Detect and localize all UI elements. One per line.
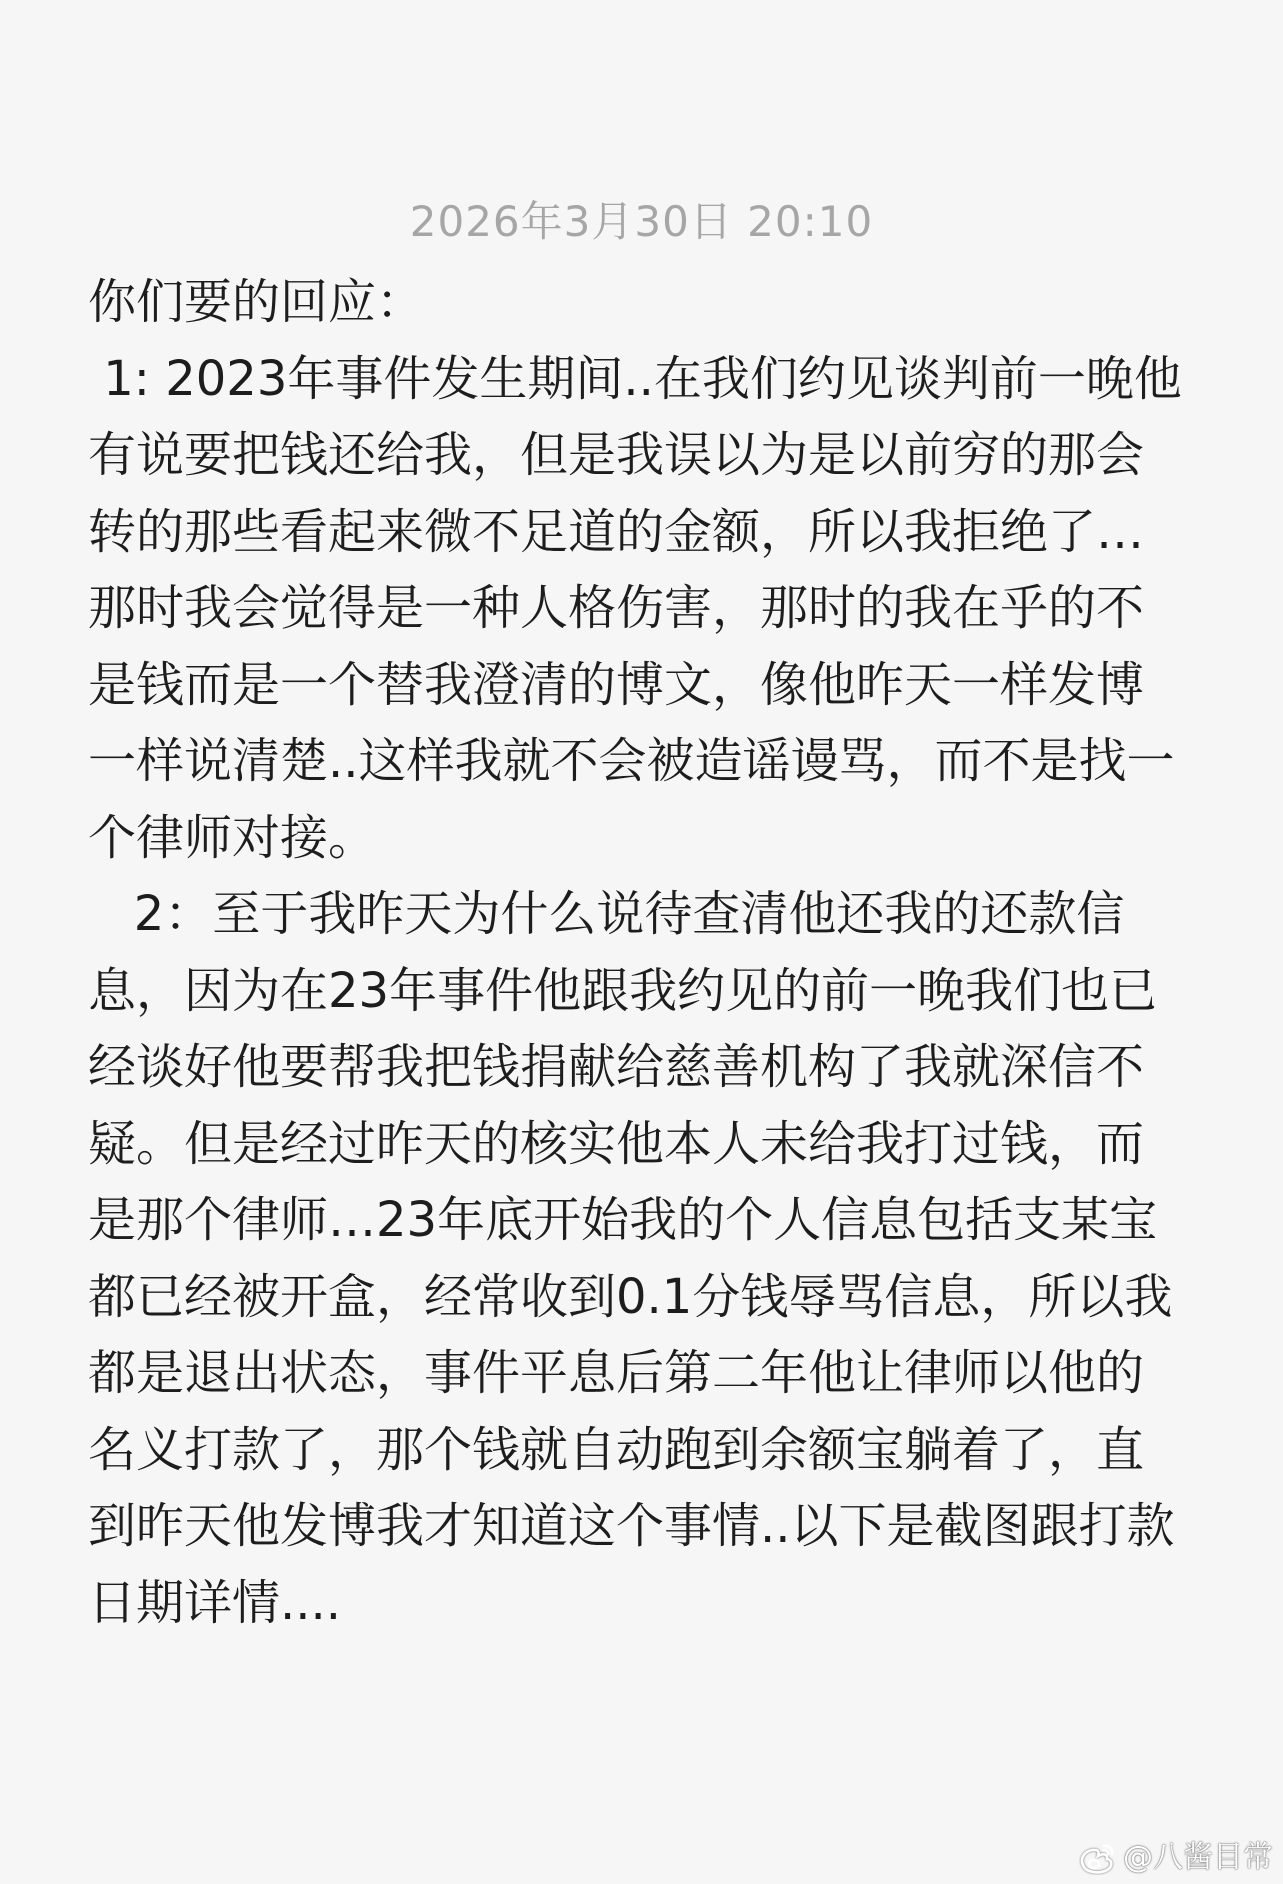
note-line: 那时我会觉得是一种人格伤害，那时的我在乎的不 [88,580,1145,636]
note-line: 息，因为在23年事件他跟我约见的前一晚我们也已 [88,962,1158,1019]
note-line: 2：至于我昨天为什么说待查清他还我的还款信 [88,886,1125,942]
note-timestamp: 2026年3月30日 20:10 [409,197,874,246]
note-line: 日期详情.... [88,1574,342,1631]
note-line: 是钱而是一个替我澄清的博文，像他昨天一样发博 [88,656,1145,713]
note-line: 转的那些看起来微不足道的金额，所以我拒绝了… [88,503,1145,560]
note-line: 1: 2023年事件发生期间..在我们约见谈判前一晚他 [88,350,1182,407]
note-line: 经谈好他要帮我把钱捐献给慈善机构了我就深信不 [88,1039,1145,1095]
watermark [1077,1836,1273,1880]
note-line: 到昨天他发博我才知道这个事情..以下是截图跟打款 [88,1498,1175,1554]
note-body[interactable] [88,264,1228,1641]
watermark-text: @八酱目常 [1123,1840,1273,1875]
note-line: 都是退出状态，事件平息后第二年他让律师以他的 [88,1345,1145,1401]
note-line: 有说要把钱还给我，但是我误以为是以前穷的那会 [88,427,1145,483]
weibo-icon [1077,1841,1117,1875]
note-line: 名义打款了，那个钱就自动跑到余额宝躺着了，直 [88,1421,1145,1478]
note-line: 都已经被开盒，经常收到0.1分钱辱骂信息，所以我 [88,1268,1173,1325]
note-line: 你们要的回应： [88,274,425,330]
note-line: 是那个律师…23年底开始我的个人信息包括支某宝 [88,1192,1158,1248]
note-line: 疑。但是经过昨天的核实他本人未给我打过钱，而 [88,1115,1145,1172]
note-line: 一样说清楚..这样我就不会被造谣谩骂，而不是找一 [88,733,1175,789]
note-line: 个律师对接。 [88,809,377,866]
